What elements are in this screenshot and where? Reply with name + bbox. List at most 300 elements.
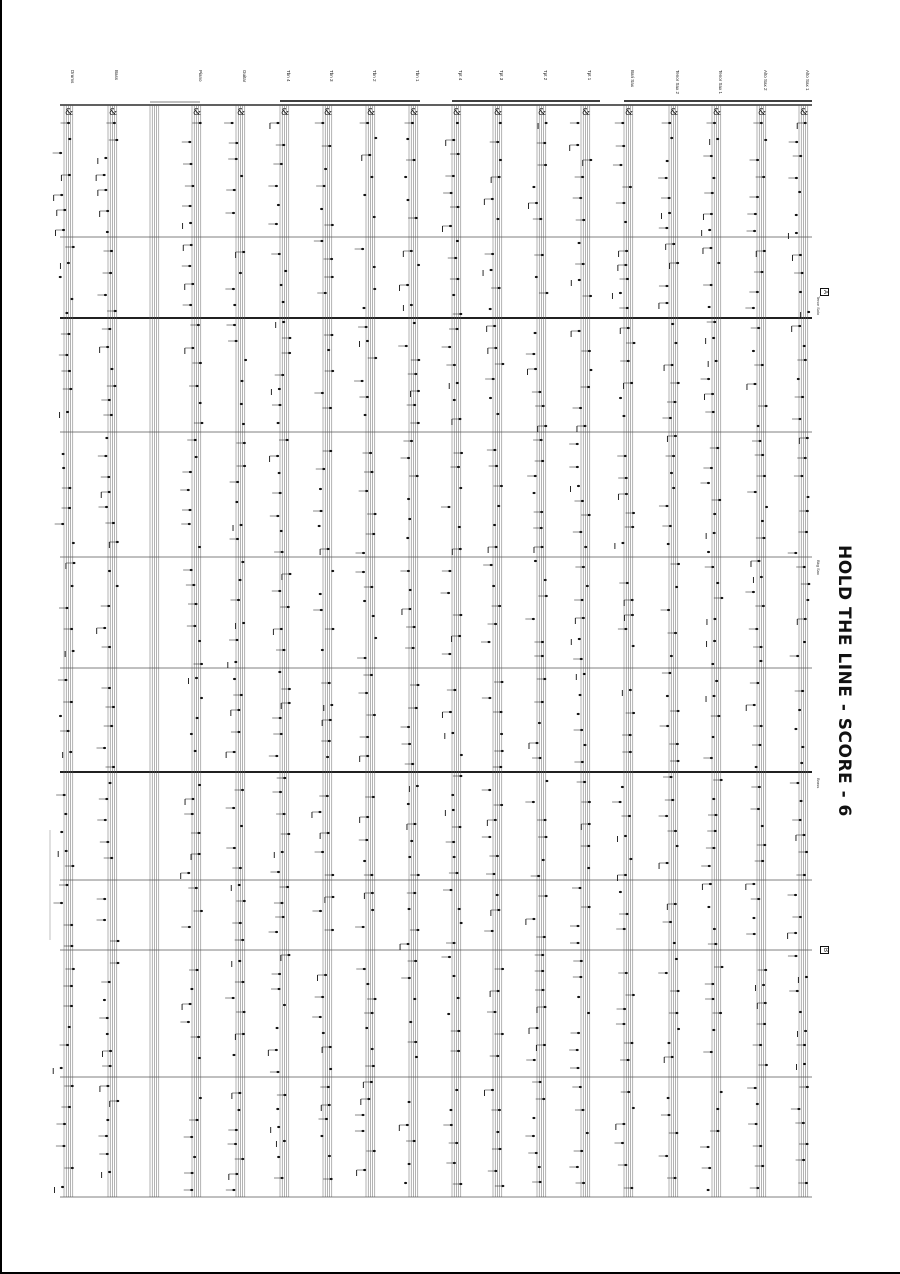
note-head — [409, 1021, 412, 1023]
note-head — [198, 640, 201, 642]
clef-mark: & — [758, 108, 767, 118]
note-head — [235, 501, 238, 503]
note-head — [371, 1048, 374, 1050]
note-head — [108, 570, 111, 572]
note-head — [65, 312, 68, 314]
note-head — [629, 689, 632, 691]
note-head — [668, 212, 671, 214]
note-head — [621, 786, 624, 788]
clef-mark: & — [625, 108, 634, 118]
note-head — [676, 845, 679, 847]
note-head — [410, 840, 413, 842]
note-head — [66, 411, 69, 413]
note-head — [200, 697, 203, 699]
note-head — [189, 222, 192, 224]
note-head — [108, 1171, 111, 1173]
note-head — [675, 958, 678, 960]
section-marking-brass: Brass — [816, 778, 821, 789]
note-head — [373, 266, 376, 268]
note-head — [619, 891, 622, 893]
note-head — [761, 520, 764, 522]
note-head — [619, 397, 622, 399]
note-head — [532, 186, 535, 188]
note-head — [283, 1004, 286, 1006]
clef-mark: & — [237, 108, 246, 118]
note-head — [666, 160, 669, 162]
note-head — [713, 928, 716, 930]
note-head — [797, 378, 800, 380]
section-marking-tenor-solo: Tenor Solo — [816, 296, 821, 316]
note-head — [234, 661, 237, 663]
note-head — [276, 1108, 279, 1110]
note-head — [198, 546, 201, 548]
note-head — [452, 809, 455, 811]
note-head — [577, 996, 580, 998]
note-head — [237, 1109, 240, 1111]
note-head — [278, 671, 281, 673]
note-head — [364, 414, 367, 416]
note-head — [801, 746, 804, 748]
note-head — [717, 262, 720, 264]
note-head — [408, 908, 411, 910]
note-head — [404, 176, 407, 178]
note-head — [716, 1108, 719, 1110]
note-head — [67, 262, 70, 264]
clef-mark: & — [713, 108, 722, 118]
note-head — [458, 526, 461, 528]
note-head — [795, 214, 798, 216]
note-head — [326, 756, 329, 758]
note-head — [363, 600, 366, 602]
note-head — [232, 1054, 235, 1056]
note-head — [496, 218, 499, 220]
note-head — [452, 294, 455, 296]
note-head — [497, 505, 500, 507]
note-head — [459, 487, 462, 489]
instrument-label-drums: Drums — [70, 70, 75, 84]
note-head — [453, 399, 456, 401]
instrument-label-bass: Bass — [114, 70, 119, 81]
note-head — [278, 388, 281, 390]
note-head — [578, 279, 581, 281]
note-head — [671, 323, 674, 325]
note-head — [327, 349, 330, 351]
note-head — [278, 472, 281, 474]
note-head — [803, 641, 806, 643]
note-head — [707, 1189, 710, 1191]
note-head — [319, 488, 322, 490]
note-head — [586, 1132, 589, 1134]
note-head — [534, 560, 537, 562]
note-head — [449, 1109, 452, 1111]
note-head — [277, 1156, 280, 1158]
note-head — [807, 496, 810, 498]
note-head — [61, 1186, 64, 1188]
note-head — [239, 272, 242, 274]
note-head — [455, 1089, 458, 1091]
note-head — [110, 368, 113, 370]
note-head — [240, 524, 243, 526]
note-head — [584, 546, 587, 548]
note-head — [406, 537, 409, 539]
note-head — [366, 340, 369, 342]
clef-mark: & — [670, 108, 679, 118]
note-head — [629, 858, 632, 860]
note-head — [713, 618, 716, 620]
note-head — [578, 242, 581, 244]
note-head — [794, 728, 797, 730]
note-head — [534, 332, 537, 334]
note-head — [276, 1027, 279, 1029]
note-head — [720, 1091, 723, 1093]
note-head — [282, 301, 285, 303]
clef-mark: & — [410, 108, 419, 118]
note-head — [712, 736, 715, 738]
note-head — [712, 1029, 715, 1031]
note-head — [803, 345, 806, 347]
note-head — [233, 678, 236, 680]
note-head — [408, 1163, 411, 1165]
note-head — [708, 229, 711, 231]
note-head — [416, 785, 419, 787]
note-head — [374, 637, 377, 639]
note-head — [404, 1182, 407, 1184]
note-head — [711, 663, 714, 665]
rehearsal-mark-b: B — [822, 948, 828, 953]
instrument-label-tpt-1: Tpt 1 — [587, 70, 592, 81]
note-head — [764, 139, 767, 141]
note-head — [632, 1107, 635, 1109]
note-head — [373, 216, 376, 218]
note-head — [413, 322, 416, 324]
note-head — [370, 176, 373, 178]
note-head — [500, 733, 503, 735]
note-head — [538, 722, 541, 724]
note-head — [533, 492, 536, 494]
note-head — [456, 240, 459, 242]
note-head — [109, 782, 112, 784]
note-head — [587, 1012, 590, 1014]
note-head — [799, 1011, 802, 1013]
note-head — [277, 422, 280, 424]
note-head — [795, 232, 798, 234]
note-head — [194, 750, 197, 752]
note-head — [667, 1097, 670, 1099]
note-head — [544, 579, 547, 581]
note-head — [320, 208, 323, 210]
clef-mark: & — [367, 108, 376, 118]
note-head — [65, 850, 68, 852]
note-head — [408, 518, 411, 520]
note-head — [240, 825, 243, 827]
note-head — [328, 1155, 331, 1157]
note-head — [456, 122, 459, 124]
note-head — [489, 308, 492, 310]
note-head — [712, 337, 715, 339]
clef-mark: & — [800, 108, 809, 118]
note-head — [545, 780, 548, 782]
instrument-label-tbn-4: Tbn 4 — [286, 70, 291, 82]
note-head — [319, 593, 322, 595]
note-head — [499, 159, 502, 161]
instrument-label-tbn-2: Tbn 2 — [372, 70, 377, 82]
note-head — [674, 342, 677, 344]
note-head — [707, 906, 710, 908]
instrument-label-tpt-3: Tpt 3 — [499, 70, 504, 81]
note-head — [324, 168, 327, 170]
note-head — [62, 453, 65, 455]
note-head — [458, 908, 461, 910]
note-head — [586, 585, 589, 587]
note-head — [667, 543, 670, 545]
note-head — [619, 292, 622, 294]
note-head — [624, 221, 627, 223]
note-head — [460, 922, 463, 924]
note-head — [365, 1027, 368, 1029]
note-head — [415, 1056, 418, 1058]
note-head — [583, 744, 586, 746]
note-head — [116, 585, 119, 587]
note-head — [803, 1063, 806, 1065]
note-head — [196, 717, 199, 719]
note-head — [715, 680, 718, 682]
note-head — [670, 472, 673, 474]
note-head — [752, 917, 755, 919]
note-head — [198, 1057, 201, 1059]
note-head — [496, 1131, 499, 1133]
note-head — [68, 138, 71, 140]
note-head — [408, 856, 411, 858]
note-head — [408, 1101, 411, 1103]
note-head — [366, 983, 369, 985]
note-head — [713, 640, 716, 642]
note-head — [804, 1030, 807, 1032]
note-head — [283, 1140, 286, 1142]
note-head — [712, 177, 715, 179]
note-head — [62, 467, 65, 469]
instrument-label-piano: Piano — [198, 70, 203, 82]
clef-mark: & — [109, 108, 118, 118]
note-head — [577, 485, 580, 487]
note-head — [362, 307, 365, 309]
note-head — [371, 909, 374, 911]
note-head — [713, 532, 716, 534]
note-head — [672, 487, 675, 489]
instrument-label-alto-sax-2: Alto Sax 2 — [763, 70, 768, 91]
note-head — [759, 660, 762, 662]
note-head — [456, 382, 459, 384]
note-head — [69, 751, 72, 753]
instrument-label-tenor-sax-2: Tenor Sax 2 — [675, 70, 680, 95]
note-head — [72, 650, 75, 652]
note-head — [106, 1119, 109, 1121]
note-head — [70, 298, 73, 300]
note-head — [538, 1166, 541, 1168]
note-head — [60, 831, 63, 833]
note-head — [195, 456, 198, 458]
note-head — [198, 784, 201, 786]
note-head — [106, 1033, 109, 1035]
note-head — [765, 506, 768, 508]
note-head — [277, 204, 280, 206]
note-head — [281, 851, 284, 853]
note-head — [579, 694, 582, 696]
note-head — [798, 709, 801, 711]
note-head — [752, 350, 755, 352]
note-head — [496, 413, 499, 415]
note-head — [761, 825, 764, 827]
note-head — [238, 884, 241, 886]
note-head — [407, 498, 410, 500]
section-marking-bkg-sax: Bkg Sax — [816, 560, 821, 575]
note-head — [712, 798, 715, 800]
note-head — [532, 1117, 535, 1119]
instrument-label-tenor-sax-1: Tenor Sax 1 — [718, 70, 723, 95]
note-head — [103, 999, 106, 1001]
note-head — [493, 524, 496, 526]
note-head — [363, 194, 366, 196]
note-head — [240, 403, 243, 405]
note-head — [242, 622, 245, 624]
note-head — [535, 276, 538, 278]
note-head — [241, 561, 244, 563]
note-head — [499, 122, 502, 124]
instrument-label-tbn-3: Tbn 3 — [329, 70, 334, 82]
note-head — [806, 599, 809, 601]
note-head — [329, 1068, 332, 1070]
note-head — [407, 803, 410, 805]
note-head — [675, 586, 678, 588]
note-head — [542, 859, 545, 861]
note-head — [363, 860, 366, 862]
note-head — [406, 199, 409, 201]
note-head — [798, 191, 801, 193]
note-head — [670, 137, 673, 139]
clef-mark: & — [281, 108, 290, 118]
note-head — [330, 704, 333, 706]
note-head — [239, 579, 242, 581]
note-head — [805, 976, 808, 978]
note-head — [242, 423, 245, 425]
note-head — [417, 264, 420, 266]
note-head — [762, 984, 765, 986]
note-head — [587, 867, 590, 869]
note-head — [284, 270, 287, 272]
instrument-label-tpt-2: Tpt 2 — [543, 70, 548, 81]
note-head — [106, 231, 109, 233]
note-head — [807, 311, 810, 313]
note-head — [799, 291, 802, 293]
note-head — [589, 369, 592, 371]
note-head — [545, 122, 548, 124]
note-head — [713, 513, 716, 515]
note-head — [277, 1126, 280, 1128]
note-head — [451, 794, 454, 796]
note-head — [320, 1135, 323, 1137]
note-head — [233, 304, 236, 306]
note-head — [190, 988, 193, 990]
note-head — [632, 645, 635, 647]
note-head — [318, 525, 321, 527]
clef-mark: & — [453, 108, 462, 118]
note-head — [453, 856, 456, 858]
note-head — [666, 695, 669, 697]
instrument-label-bari-sax: Bari Sax — [630, 70, 635, 88]
note-head — [489, 397, 492, 399]
note-head — [72, 542, 75, 544]
note-head — [409, 589, 412, 591]
note-head — [707, 551, 710, 553]
note-head — [451, 732, 454, 734]
note-head — [578, 638, 581, 640]
note-head — [59, 715, 62, 717]
instrument-label-alto-sax-1: Alto Sax 1 — [805, 70, 810, 91]
note-head — [670, 655, 673, 657]
note-head — [622, 415, 625, 417]
note-head — [667, 1042, 670, 1044]
note-head — [496, 894, 499, 896]
note-head — [800, 800, 803, 802]
instrument-label-tpt-4: Tpt 4 — [458, 70, 463, 81]
note-head — [410, 304, 413, 306]
note-head — [413, 998, 416, 1000]
note-head — [321, 649, 324, 651]
note-head — [372, 615, 375, 617]
note-head — [190, 733, 193, 735]
note-head — [60, 1067, 63, 1069]
note-head — [716, 138, 719, 140]
note-head — [621, 542, 624, 544]
rehearsal-mark-a: A — [822, 290, 828, 295]
score-title: HOLD THE LINE - SCORE - 6 — [834, 545, 854, 817]
note-head — [677, 1028, 680, 1030]
note-head — [280, 530, 283, 532]
note-head — [105, 437, 108, 439]
note-head — [583, 673, 586, 675]
instrument-label-tbn-1: Tbn 1 — [415, 70, 420, 82]
note-head — [624, 835, 627, 837]
note-head — [673, 942, 676, 944]
note-head — [64, 813, 67, 815]
note-head — [331, 570, 334, 572]
note-head — [193, 1156, 196, 1158]
note-head — [756, 1103, 759, 1105]
note-head — [322, 1032, 325, 1034]
note-head — [240, 175, 243, 177]
note-head — [374, 137, 377, 139]
note-head — [68, 1026, 71, 1028]
note-head — [708, 306, 711, 308]
clef-mark: & — [582, 108, 591, 118]
note-head — [757, 425, 760, 427]
note-head — [104, 157, 107, 159]
clef-mark: & — [193, 108, 202, 118]
note-head — [447, 1013, 450, 1015]
note-head — [59, 276, 62, 278]
note-head — [280, 284, 283, 286]
note-head — [490, 269, 493, 271]
note-head — [199, 1097, 202, 1099]
note-head — [755, 766, 758, 768]
note-head — [800, 762, 803, 764]
note-head — [406, 138, 409, 140]
instrument-label-guitar: Guitar — [242, 70, 247, 83]
clef-mark: & — [538, 108, 547, 118]
clef-mark: & — [65, 108, 74, 118]
note-head — [199, 402, 202, 404]
clef-mark: & — [494, 108, 503, 118]
note-head — [577, 713, 580, 715]
